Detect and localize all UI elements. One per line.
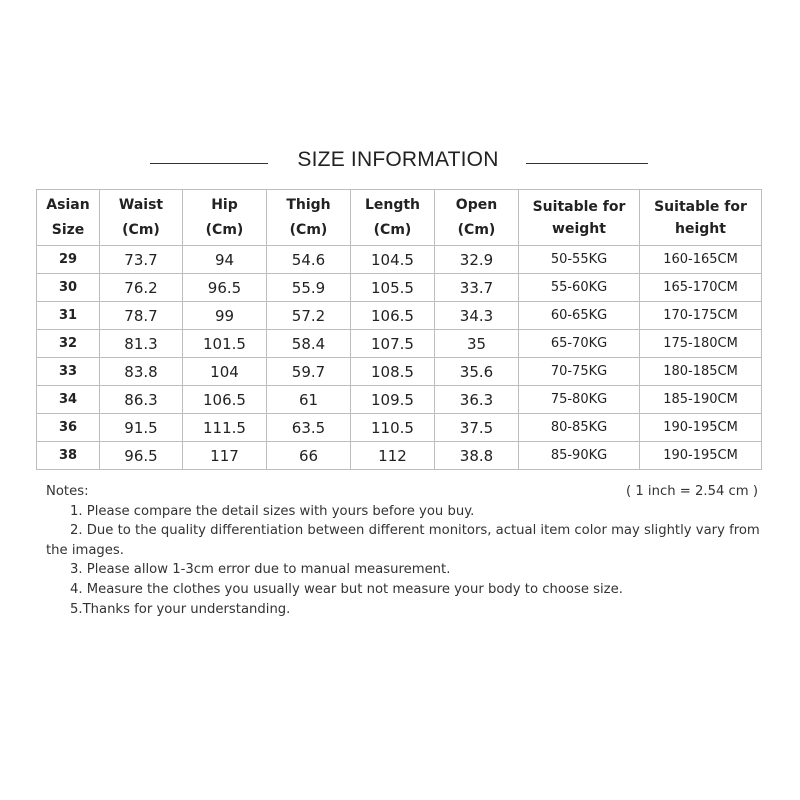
table-row	[37, 274, 762, 302]
open-cell: 35	[435, 330, 519, 358]
table-row	[37, 302, 762, 330]
header-line: Suitable for	[532, 198, 626, 215]
header-line: Asian	[46, 196, 90, 213]
height-cell: 170-175CM	[640, 302, 762, 330]
weight-cell: 70-75KG	[519, 358, 640, 386]
weight-cell: 75-80KG	[519, 386, 640, 414]
thigh-cell: 55.9	[267, 274, 351, 302]
title-bar	[0, 148, 800, 178]
waist-cell: 78.7	[100, 302, 183, 330]
hip-cell: 99	[183, 302, 267, 330]
header-line: Length	[364, 196, 421, 213]
size-cell: 36	[37, 414, 100, 442]
note-item: 3. Please allow 1-3cm error due to manual measurement.	[70, 562, 451, 578]
thigh-cell: 61	[267, 386, 351, 414]
header-line: (Cm)	[122, 221, 160, 238]
table-body	[37, 246, 762, 470]
open-cell: 37.5	[435, 414, 519, 442]
waist-cell: 96.5	[100, 442, 183, 470]
height-cell: 160-165CM	[640, 246, 762, 274]
thigh-cell: 63.5	[267, 414, 351, 442]
waist-cell: 91.5	[100, 414, 183, 442]
header-line: height	[675, 220, 726, 237]
height-cell: 165-170CM	[640, 274, 762, 302]
header-length	[351, 190, 435, 246]
size-cell: 29	[37, 246, 100, 274]
waist-cell: 83.8	[100, 358, 183, 386]
size-cell: 38	[37, 442, 100, 470]
header-line: (Cm)	[289, 221, 328, 238]
notes-header	[46, 482, 766, 502]
header-thigh	[267, 190, 351, 246]
thigh-cell: 57.2	[267, 302, 351, 330]
hip-cell: 111.5	[183, 414, 267, 442]
header-line: Open	[455, 196, 498, 213]
header-line: (Cm)	[457, 221, 496, 238]
length-cell: 112	[351, 442, 435, 470]
thigh-cell: 58.4	[267, 330, 351, 358]
header-waist	[100, 190, 183, 246]
weight-cell: 65-70KG	[519, 330, 640, 358]
waist-cell: 76.2	[100, 274, 183, 302]
height-cell: 190-195CM	[640, 442, 762, 470]
notes-heading: Notes:	[46, 484, 89, 499]
hip-cell: 96.5	[183, 274, 267, 302]
thigh-cell: 54.6	[267, 246, 351, 274]
length-cell: 106.5	[351, 302, 435, 330]
page-title: SIZE INFORMATION	[297, 148, 499, 171]
size-cell: 32	[37, 330, 100, 358]
table-row	[37, 442, 762, 470]
height-cell: 180-185CM	[640, 358, 762, 386]
header-line: Size	[51, 221, 85, 238]
thigh-cell: 66	[267, 442, 351, 470]
header-line: Waist	[118, 196, 164, 213]
weight-cell: 60-65KG	[519, 302, 640, 330]
note-item: 1. Please compare the detail sizes with yours before you buy.	[70, 503, 475, 519]
header-open	[435, 190, 519, 246]
table-row	[37, 246, 762, 274]
title-rule-right	[526, 163, 648, 164]
thigh-cell: 59.7	[267, 358, 351, 386]
open-cell: 33.7	[435, 274, 519, 302]
table-row	[37, 330, 762, 358]
size-table	[36, 189, 762, 470]
waist-cell: 86.3	[100, 386, 183, 414]
hip-cell: 101.5	[183, 330, 267, 358]
table-row	[37, 386, 762, 414]
header-line: (Cm)	[373, 221, 412, 238]
header-line: (Cm)	[205, 221, 244, 238]
notes-section	[46, 482, 766, 619]
hip-cell: 104	[183, 358, 267, 386]
title-rule-left	[150, 163, 268, 164]
header-asian-size	[37, 190, 100, 246]
size-cell: 33	[37, 358, 100, 386]
length-cell: 110.5	[351, 414, 435, 442]
waist-cell: 81.3	[100, 330, 183, 358]
size-cell: 30	[37, 274, 100, 302]
note-item: 5.Thanks for your understanding.	[70, 601, 291, 617]
header-line: weight	[552, 220, 606, 237]
table-header-row	[37, 190, 762, 246]
open-cell: 32.9	[435, 246, 519, 274]
weight-cell: 85-90KG	[519, 442, 640, 470]
note-item: 4. Measure the clothes you usually wear but not measure your body to choose size.	[70, 581, 623, 597]
note-item: 2. Due to the quality differentiation between different monitors, actual item color may slightly vary from the images.	[46, 523, 760, 558]
hip-cell: 117	[183, 442, 267, 470]
open-cell: 34.3	[435, 302, 519, 330]
length-cell: 108.5	[351, 358, 435, 386]
height-cell: 175-180CM	[640, 330, 762, 358]
header-line: Hip	[211, 196, 238, 213]
weight-cell: 80-85KG	[519, 414, 640, 442]
length-cell: 104.5	[351, 246, 435, 274]
hip-cell: 106.5	[183, 386, 267, 414]
open-cell: 36.3	[435, 386, 519, 414]
open-cell: 38.8	[435, 442, 519, 470]
size-cell: 34	[37, 386, 100, 414]
header-line: Suitable for	[654, 198, 747, 215]
header-hip	[183, 190, 267, 246]
weight-cell: 55-60KG	[519, 274, 640, 302]
height-cell: 190-195CM	[640, 414, 762, 442]
size-cell: 31	[37, 302, 100, 330]
height-cell: 185-190CM	[640, 386, 762, 414]
table-row	[37, 358, 762, 386]
waist-cell: 73.7	[100, 246, 183, 274]
unit-conversion: ( 1 inch = 2.54 cm )	[626, 484, 758, 499]
open-cell: 35.6	[435, 358, 519, 386]
header-weight	[519, 190, 640, 246]
hip-cell: 94	[183, 246, 267, 274]
length-cell: 107.5	[351, 330, 435, 358]
length-cell: 105.5	[351, 274, 435, 302]
header-line: Thigh	[286, 196, 331, 213]
length-cell: 109.5	[351, 386, 435, 414]
weight-cell: 50-55KG	[519, 246, 640, 274]
table-row	[37, 414, 762, 442]
header-height	[640, 190, 762, 246]
